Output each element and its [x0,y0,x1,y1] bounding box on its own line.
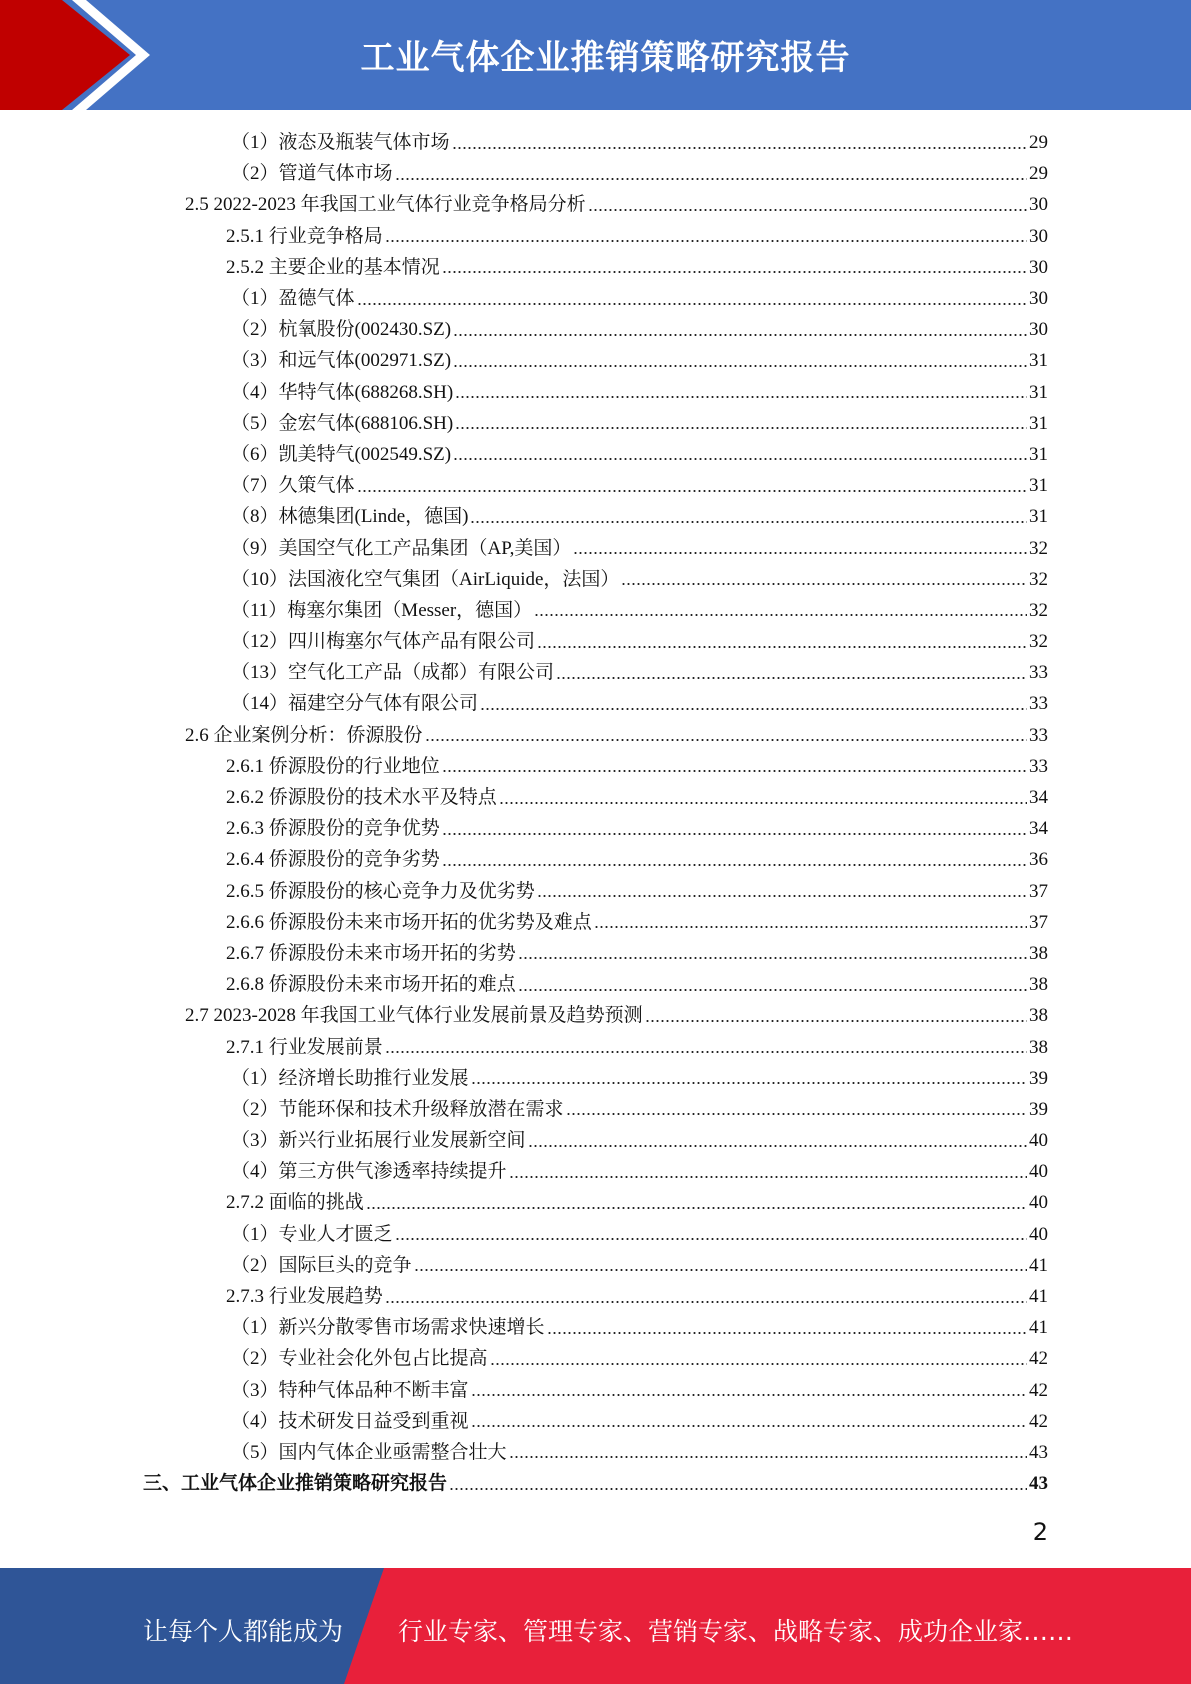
toc-entry-page: 38 [1029,942,1048,964]
toc-entry[interactable] [0,564,1191,595]
toc-dot-leader [480,706,1027,712]
toc-entry-page: 32 [1029,631,1048,653]
toc-dot-leader [455,394,1027,400]
toc-entry-label: （2）节能环保和技术升级释放潜在需求 [231,1098,564,1120]
toc-entry-page: 33 [1029,693,1048,715]
toc-entry-page: 31 [1029,412,1048,434]
toc-entry-label: 2.6 企业案例分析：侨源股份 [185,724,423,746]
toc-entry-page: 40 [1029,1161,1048,1183]
toc-entry[interactable] [0,283,1191,314]
toc-entry[interactable] [0,688,1191,719]
toc-entry-page: 31 [1029,381,1048,403]
toc-entry-label: （1）新兴分散零售市场需求快速增长 [231,1317,545,1339]
toc-entry-label: （1）经济增长助推行业发展 [231,1067,469,1089]
toc-entry[interactable] [0,1468,1191,1499]
toc-entry-page: 31 [1029,443,1048,465]
toc-entry[interactable] [0,1250,1191,1281]
toc-dot-leader [573,550,1027,556]
toc-entry[interactable] [0,1437,1191,1468]
toc-entry-page: 31 [1029,506,1048,528]
toc-entry[interactable] [0,1156,1191,1187]
toc-dot-leader [385,238,1027,244]
toc-entry-page: 34 [1029,818,1048,840]
toc-entry-label: （9）美国空气化工产品集团（AP,美国） [231,537,572,559]
toc-entry-page: 43 [1029,1441,1048,1463]
toc-entry-label: （3）新兴行业拓展行业发展新空间 [231,1130,526,1152]
toc-dot-leader [471,1392,1027,1398]
toc-entry[interactable] [0,1125,1191,1156]
toc-entry-label: （5）国内气体企业亟需整合壮大 [231,1441,507,1463]
toc-entry-label: （3）特种气体品种不断丰富 [231,1379,469,1401]
footer-slogan-right: 行业专家、管理专家、营销专家、战略专家、成功企业家…… [398,1617,1074,1646]
toc-entry[interactable] [0,844,1191,875]
toc-entry[interactable] [0,1406,1191,1437]
toc-entry[interactable] [0,1219,1191,1250]
toc-entry-page: 38 [1029,974,1048,996]
toc-entry[interactable] [0,595,1191,626]
toc-entry[interactable] [0,751,1191,782]
toc-entry-page: 32 [1029,599,1048,621]
toc-entry[interactable] [0,470,1191,501]
toc-entry[interactable] [0,720,1191,751]
toc-entry-label: 2.6.5 侨源股份的核心竞争力及优劣势 [226,880,535,902]
toc-entry-page: 37 [1029,911,1048,933]
toc-entry[interactable] [0,252,1191,283]
toc-dot-leader [453,456,1027,462]
toc-entry[interactable] [0,314,1191,345]
toc-entry-label: 三、工业气体企业推销策略研究报告 [143,1473,448,1495]
toc-entry[interactable] [0,907,1191,938]
toc-entry-label: （1）专业人才匮乏 [231,1223,393,1245]
toc-entry-page: 30 [1029,225,1048,247]
toc-entry-label: （2）国际巨头的竞争 [231,1254,412,1276]
toc-dot-leader [470,519,1027,525]
toc-entry[interactable] [0,1375,1191,1406]
toc-entry[interactable] [0,813,1191,844]
toc-entry-page: 38 [1029,1036,1048,1058]
toc-entry[interactable] [0,408,1191,439]
toc-dot-leader [490,1361,1027,1367]
toc-entry-label: （7）久策气体 [231,475,355,497]
toc-entry-page: 40 [1029,1192,1048,1214]
toc-entry[interactable] [0,189,1191,220]
toc-entry-label: 2.7.2 面临的挑战 [226,1192,364,1214]
toc-dot-leader [385,1049,1027,1055]
toc-entry-label: （1）液态及瓶装气体市场 [231,132,450,154]
toc-entry-label: 2.7 2023-2028 年我国工业气体行业发展前景及趋势预测 [185,1005,643,1027]
toc-entry[interactable] [0,938,1191,969]
toc-entry-page: 30 [1029,288,1048,310]
toc-entry[interactable] [0,1187,1191,1218]
toc-entry[interactable] [0,1063,1191,1094]
toc-entry-page: 38 [1029,1005,1048,1027]
toc-entry[interactable] [0,377,1191,408]
toc-dot-leader [621,581,1027,587]
toc-entry[interactable] [0,876,1191,907]
footer-slogan-left: 让每个人都能成为 [143,1617,344,1646]
toc-entry-label: （2）杭氧股份(002430.SZ) [231,319,452,341]
report-title: 工业气体企业推销策略研究报告 [360,38,851,78]
table-of-contents [0,127,1191,1499]
toc-dot-leader [425,737,1027,743]
toc-entry-page: 33 [1029,724,1048,746]
toc-dot-leader [442,269,1027,275]
toc-entry[interactable] [0,1281,1191,1312]
toc-dot-leader [509,1454,1027,1460]
toc-entry-page: 33 [1029,755,1048,777]
toc-entry-label: （2）管道气体市场 [231,163,393,185]
toc-entry-page: 40 [1029,1223,1048,1245]
toc-entry[interactable] [0,127,1191,158]
toc-dot-leader [566,1111,1027,1117]
toc-entry-page: 39 [1029,1098,1048,1120]
toc-entry[interactable] [0,1312,1191,1343]
toc-entry-label: （14）福建空分气体有限公司 [231,693,479,715]
toc-entry-label: 2.6.2 侨源股份的技术水平及特点 [226,787,497,809]
toc-entry-label: （3）和远气体(002971.SZ) [231,350,452,372]
toc-entry[interactable] [0,1343,1191,1374]
toc-entry[interactable] [0,657,1191,688]
toc-entry-label: （4）华特气体(688268.SH) [231,381,454,403]
toc-entry-page: 31 [1029,475,1048,497]
toc-entry[interactable] [0,221,1191,252]
toc-entry[interactable] [0,626,1191,657]
toc-dot-leader [395,176,1027,182]
toc-dot-leader [471,1080,1027,1086]
toc-dot-leader [452,145,1027,151]
toc-entry[interactable] [0,782,1191,813]
toc-dot-leader [414,1267,1027,1273]
toc-dot-leader [534,612,1027,618]
toc-dot-leader [518,987,1027,993]
toc-entry-page: 31 [1029,350,1048,372]
toc-entry-label: 2.6.8 侨源股份未来市场开拓的难点 [226,974,516,996]
toc-entry-label: （4）第三方供气渗透率持续提升 [231,1161,507,1183]
toc-entry-page: 29 [1029,163,1048,185]
toc-dot-leader [453,363,1027,369]
toc-entry-label: （1）盈德气体 [231,288,355,310]
toc-dot-leader [449,1486,1027,1492]
toc-entry[interactable] [0,1000,1191,1031]
toc-entry-label: 2.7.1 行业发展前景 [226,1036,383,1058]
toc-entry[interactable] [0,532,1191,563]
toc-entry-label: （4）技术研发日益受到重视 [231,1410,469,1432]
toc-entry-label: （11）梅塞尔集团（Messer，德国） [231,599,533,621]
toc-entry-label: （10）法国液化空气集团（AirLiquide，法国） [231,568,620,590]
toc-dot-leader [509,1174,1027,1180]
toc-dot-leader [385,1299,1027,1305]
toc-entry-page: 40 [1029,1130,1048,1152]
toc-dot-leader [471,1423,1027,1429]
toc-entry-page: 36 [1029,849,1048,871]
toc-dot-leader [499,800,1027,806]
toc-entry-label: （5）金宏气体(688106.SH) [231,412,454,434]
toc-entry-page: 30 [1029,256,1048,278]
page-footer [0,1568,1191,1684]
toc-entry-label: 2.6.6 侨源股份未来市场开拓的优劣势及难点 [226,911,592,933]
toc-dot-leader [518,955,1027,961]
toc-entry[interactable] [0,439,1191,470]
toc-entry-label: 2.6.1 侨源股份的行业地位 [226,755,440,777]
toc-dot-leader [537,644,1027,650]
toc-entry-page: 34 [1029,787,1048,809]
toc-entry-label: 2.6.7 侨源股份未来市场开拓的劣势 [226,942,516,964]
toc-dot-leader [594,924,1027,930]
toc-entry[interactable] [0,345,1191,376]
toc-entry-page: 30 [1029,319,1048,341]
toc-entry[interactable] [0,969,1191,1000]
toc-entry-label: （2）专业社会化外包占比提高 [231,1348,488,1370]
toc-entry-label: 2.5.1 行业竞争格局 [226,225,383,247]
toc-dot-leader [395,1236,1027,1242]
toc-entry-label: （12）四川梅塞尔气体产品有限公司 [231,631,536,653]
toc-dot-leader [588,207,1027,213]
toc-entry-page: 43 [1029,1473,1048,1495]
toc-entry-label: 2.7.3 行业发展趋势 [226,1286,383,1308]
toc-dot-leader [537,893,1027,899]
toc-dot-leader [453,332,1027,338]
toc-entry-page: 30 [1029,194,1048,216]
toc-entry-page: 42 [1029,1379,1048,1401]
toc-dot-leader [556,675,1027,681]
toc-entry-page: 37 [1029,880,1048,902]
toc-dot-leader [455,425,1027,431]
toc-dot-leader [357,301,1027,307]
page-number: 2 [1032,1518,1048,1546]
toc-entry-page: 41 [1029,1286,1048,1308]
toc-dot-leader [645,1018,1027,1024]
toc-dot-leader [442,768,1027,774]
toc-entry-label: （6）凯美特气(002549.SZ) [231,443,452,465]
toc-entry-label: 2.6.4 侨源股份的竞争劣势 [226,849,440,871]
toc-dot-leader [442,862,1027,868]
toc-dot-leader [547,1330,1027,1336]
toc-entry-page: 29 [1029,132,1048,154]
toc-entry-page: 42 [1029,1410,1048,1432]
toc-dot-leader [528,1143,1027,1149]
toc-entry[interactable] [0,1094,1191,1125]
toc-entry-page: 32 [1029,568,1048,590]
toc-entry-page: 39 [1029,1067,1048,1089]
toc-entry-label: 2.5 2022-2023 年我国工业气体行业竞争格局分析 [185,194,586,216]
toc-entry[interactable] [0,158,1191,189]
toc-entry-page: 42 [1029,1348,1048,1370]
page-header [0,0,1191,110]
toc-dot-leader [442,831,1027,837]
toc-entry-label: （8）林德集团(Linde，德国) [231,506,469,528]
toc-entry-label: 2.6.3 侨源股份的竞争优势 [226,818,440,840]
toc-entry-page: 33 [1029,662,1048,684]
toc-entry[interactable] [0,1031,1191,1062]
toc-entry-label: 2.5.2 主要企业的基本情况 [226,256,440,278]
toc-entry-page: 41 [1029,1317,1048,1339]
toc-entry-page: 32 [1029,537,1048,559]
toc-dot-leader [366,1205,1027,1211]
toc-dot-leader [357,488,1027,494]
toc-entry[interactable] [0,501,1191,532]
toc-entry-page: 41 [1029,1254,1048,1276]
toc-entry-label: （13）空气化工产品（成都）有限公司 [231,662,555,684]
